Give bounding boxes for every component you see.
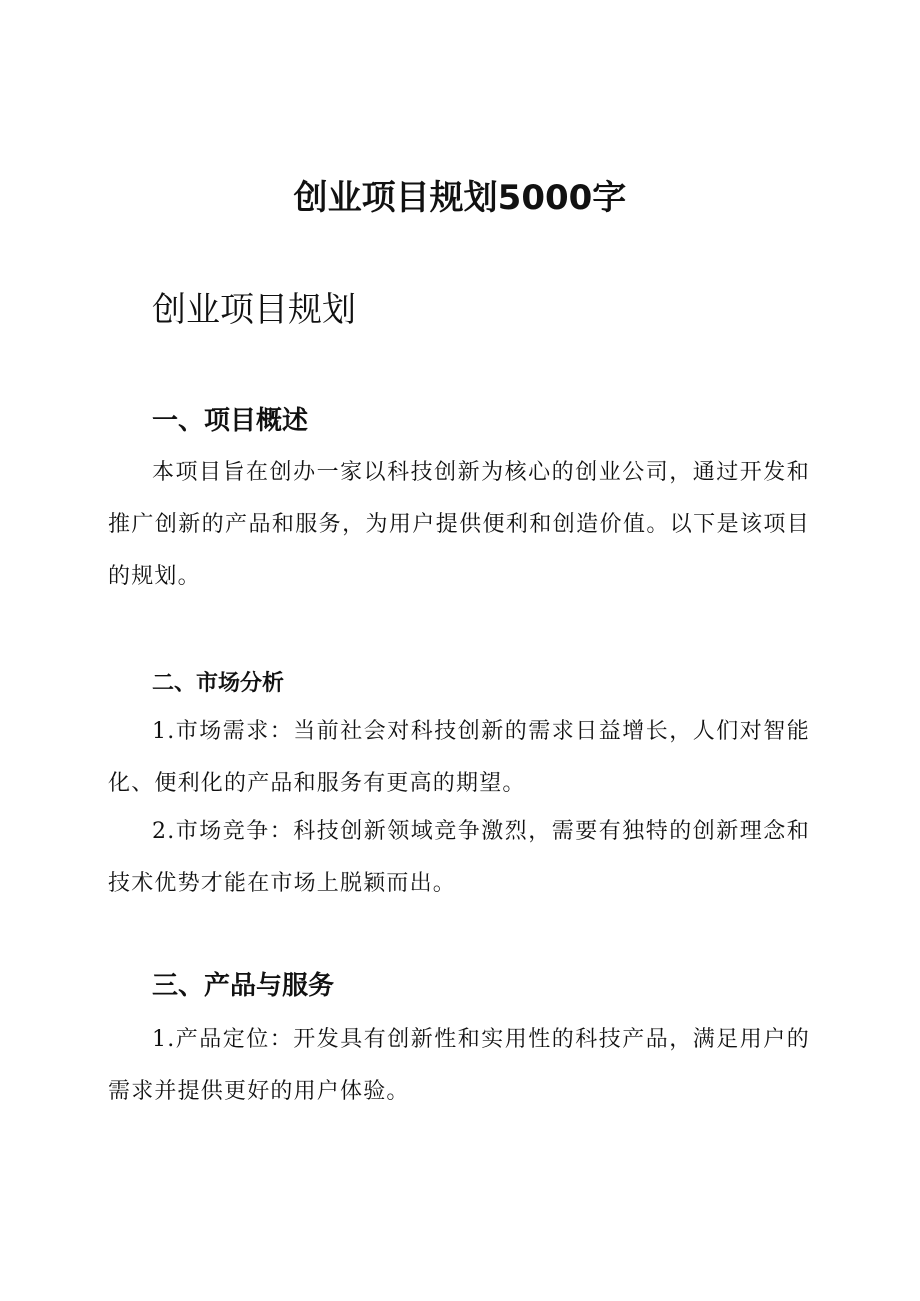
section-heading-overview: 一、项目概述: [152, 406, 309, 436]
section-heading-market-analysis: 二、市场分析: [152, 670, 285, 696]
document-subtitle: 创业项目规划: [152, 290, 356, 330]
paragraph-market-demand: 1.市场需求：当前社会对科技创新的需求日益增长，人们对智能化、便利化的产品和服务有更高的期望。: [108, 719, 810, 796]
paragraph-market-competition: 2.市场竞争：科技创新领域竞争激烈，需要有独特的创新理念和技术优势才能在市场上脱颖而出。: [108, 819, 810, 896]
section-heading-products-services: 三、产品与服务: [152, 971, 335, 1001]
document-title: 创业项目规划5000字: [293, 178, 627, 218]
paragraph-product-positioning: 1.产品定位：开发具有创新性和实用性的科技产品，满足用户的需求并提供更好的用户体验。: [108, 1027, 810, 1104]
paragraph-overview: 本项目旨在创办一家以科技创新为核心的创业公司，通过开发和推广创新的产品和服务，为用户提供便利和创造价值。以下是该项目的规划。: [108, 460, 810, 589]
